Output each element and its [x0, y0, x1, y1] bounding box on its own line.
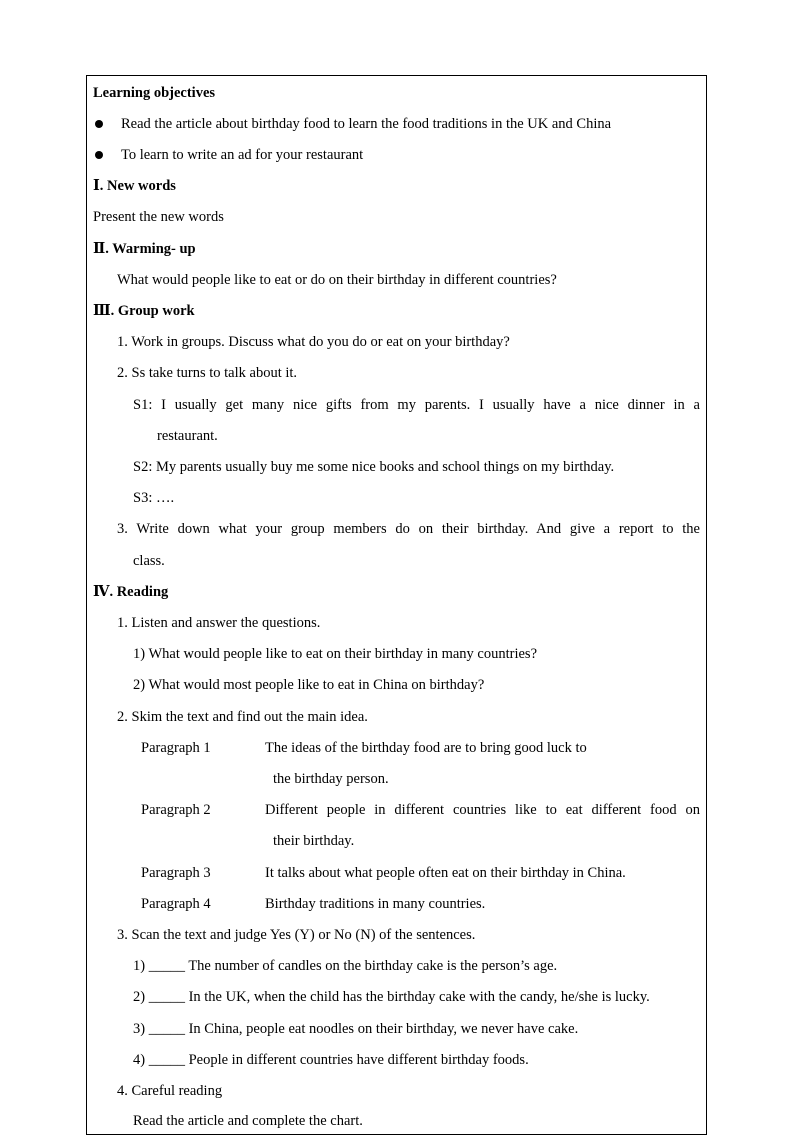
reading-q1a: 1) What would people like to eat on their birthday in many countries?	[133, 646, 538, 662]
s3-line: S3: ….	[133, 490, 175, 506]
objectives-heading: Learning objectives	[93, 85, 216, 101]
section-2-heading: Ⅱ. Warming- up	[93, 241, 196, 257]
s2-line: S2: My parents usually buy me some nice books and school things on my birthday.	[133, 459, 615, 475]
paragraph-3-idea: It talks about what people often eat on their birthday in China.	[265, 865, 626, 881]
s1-line-1: S1: I usually get many nice gifts from my parents. I usually have a nice dinner in a	[133, 397, 700, 413]
objective-item-1: Read the article about birthday food to learn the food traditions in the UK and China	[121, 116, 612, 132]
section-3-heading: Ⅲ. Group work	[93, 303, 195, 319]
reading-q4: 4. Careful reading	[117, 1083, 223, 1099]
judge-item-2: 2) _____ In the UK, when the child has the birthday cake with the candy, he/she is lucky.	[133, 989, 650, 1005]
bullet-icon	[95, 120, 103, 128]
reading-q4a: Read the article and complete the chart.	[133, 1113, 363, 1129]
paragraph-2-idea-line-2: their birthday.	[273, 833, 355, 849]
judge-item-3: 3) _____ In China, people eat noodles on their birthday, we never have cake.	[133, 1021, 579, 1037]
reading-q1: 1. Listen and answer the questions.	[117, 615, 321, 631]
section-1-heading: Ⅰ. New words	[93, 178, 176, 194]
paragraph-1-label: Paragraph 1	[141, 740, 211, 756]
paragraph-2-label: Paragraph 2	[141, 802, 211, 818]
judge-item-1: 1) _____ The number of candles on the birthday cake is the person’s age.	[133, 958, 558, 974]
reading-q1b: 2) What would most people like to eat in China on birthday?	[133, 677, 485, 693]
group-step-2: 2. Ss take turns to talk about it.	[117, 365, 298, 381]
paragraph-4-label: Paragraph 4	[141, 896, 211, 912]
section-1-body: Present the new words	[93, 209, 224, 225]
bullet-icon	[95, 151, 103, 159]
section-4-heading: Ⅳ. Reading	[93, 584, 169, 600]
group-step-3-line-2: class.	[133, 553, 165, 569]
lesson-plan-frame	[86, 75, 707, 1135]
judge-item-4: 4) _____ People in different countries have different birthday foods.	[133, 1052, 529, 1068]
group-step-3-line-1: 3. Write down what your group members do on their birthday. And give a report to the	[117, 521, 700, 537]
reading-q2: 2. Skim the text and find out the main idea.	[117, 709, 368, 725]
reading-q3: 3. Scan the text and judge Yes (Y) or No (N) of the sentences.	[117, 927, 476, 943]
paragraph-4-idea: Birthday traditions in many countries.	[265, 896, 486, 912]
paragraph-1-idea-line-2: the birthday person.	[273, 771, 389, 787]
objective-item-2: To learn to write an ad for your restaurant	[121, 147, 364, 163]
section-2-body: What would people like to eat or do on their birthday in different countries?	[117, 272, 557, 288]
s1-line-2: restaurant.	[157, 428, 218, 444]
paragraph-1-idea-line-1: The ideas of the birthday food are to bring good luck to	[265, 740, 587, 756]
group-step-1: 1. Work in groups. Discuss what do you do or eat on your birthday?	[117, 334, 510, 350]
paragraph-3-label: Paragraph 3	[141, 865, 211, 881]
paragraph-2-idea-line-1: Different people in different countries like to eat different food on	[265, 802, 700, 818]
